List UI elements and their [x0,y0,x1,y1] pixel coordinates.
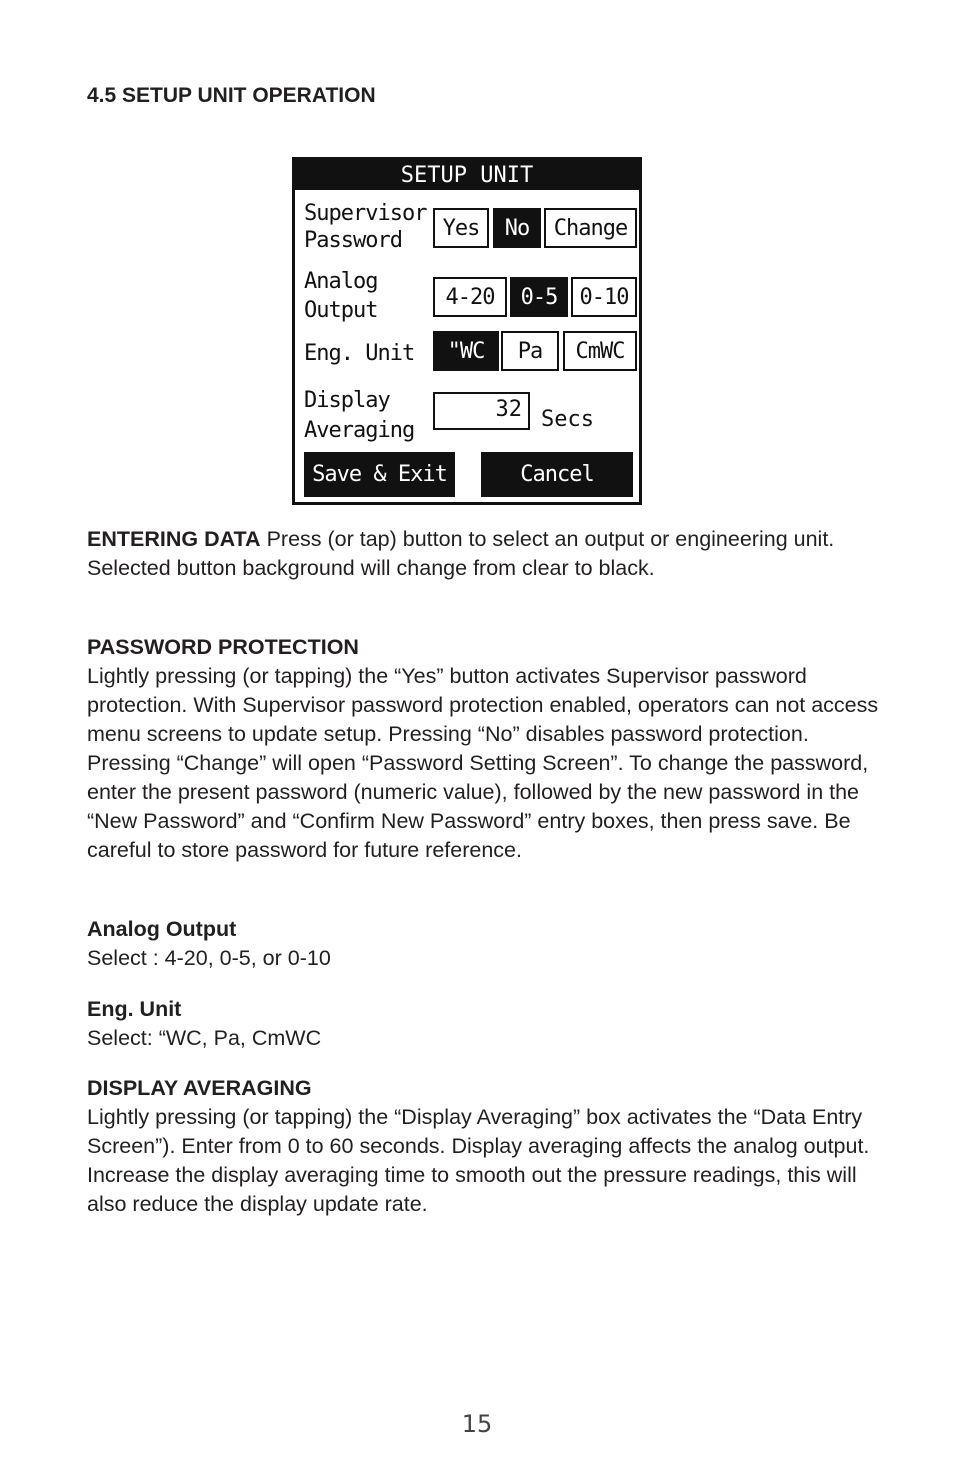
eng-unit-text: Select: “WC, Pa, CmWC [87,1026,322,1050]
analog-label-line1: Analog [304,269,378,294]
analog-4-20-button[interactable]: 4-20 [433,277,507,317]
save-exit-button[interactable]: Save & Exit [304,452,455,497]
eng-unit-pa-button[interactable]: Pa [501,331,559,371]
cancel-button[interactable]: Cancel [481,452,633,497]
no-button[interactable]: No [493,208,541,248]
section-heading: 4.5 SETUP UNIT OPERATION [87,84,376,107]
analog-0-10-button[interactable]: 0-10 [571,277,637,317]
analog-output-text: Select : 4-20, 0-5, or 0-10 [87,946,331,970]
display-averaging-text: Lightly pressing (or tapping) the “Display Averaging” box activates the “Data Entry Screen”). Enter from 0 to 60 seconds. Display averaging affects the analog output. Increase the display averaging time to smooth out the pressure readings, this will also reduce the display update rate. [87,1105,870,1216]
eng-unit-cmwc-button[interactable]: CmWC [563,331,637,371]
secs-unit-label: Secs [541,407,594,432]
display-averaging-title: DISPLAY AVERAGING [87,1076,312,1100]
password-protection-text: Lightly pressing (or tapping) the “Yes” button activates Supervisor password protection. With Supervisor password protection enabled, operators can not access menu screens to update setup. Pressing “No” disables password protection. Pressing “Change” will open “Password Setting Screen”. To change the password, enter the present password (numeric value), followed by the new password in the “New Password” and “Confirm New Password” entry boxes, then press save. Be careful to store password for future reference. [87,664,879,862]
change-button[interactable]: Change [544,208,637,248]
display-averaging-input[interactable]: 32 [433,392,530,430]
display-avg-label-line2: Averaging [304,418,415,443]
supervisor-label-line2: Password [304,228,402,253]
setup-unit-screen [292,157,642,505]
password-protection-title: PASSWORD PROTECTION [87,635,359,659]
eng-unit-title: Eng. Unit [87,997,182,1021]
analog-label-line2: Output [304,298,378,323]
display-avg-label-line1: Display [304,388,390,413]
entering-data-title: ENTERING DATA [87,527,261,551]
supervisor-label-line1: Supervisor [304,201,427,226]
entering-data-text: Press (or tap) button to select an output or engineering unit. Selected button background will change from clear to black. [87,527,835,580]
screen-title: SETUP UNIT [295,160,639,190]
entering-data-paragraph [87,525,887,583]
eng-unit-label: Eng. Unit [304,341,415,366]
yes-button[interactable]: Yes [433,208,489,248]
analog-output-title: Analog Output [87,917,237,941]
analog-0-5-button[interactable]: 0-5 [510,277,568,317]
eng-unit-wc-button[interactable]: "WC [433,331,499,371]
page-number: 15 [461,1410,493,1438]
